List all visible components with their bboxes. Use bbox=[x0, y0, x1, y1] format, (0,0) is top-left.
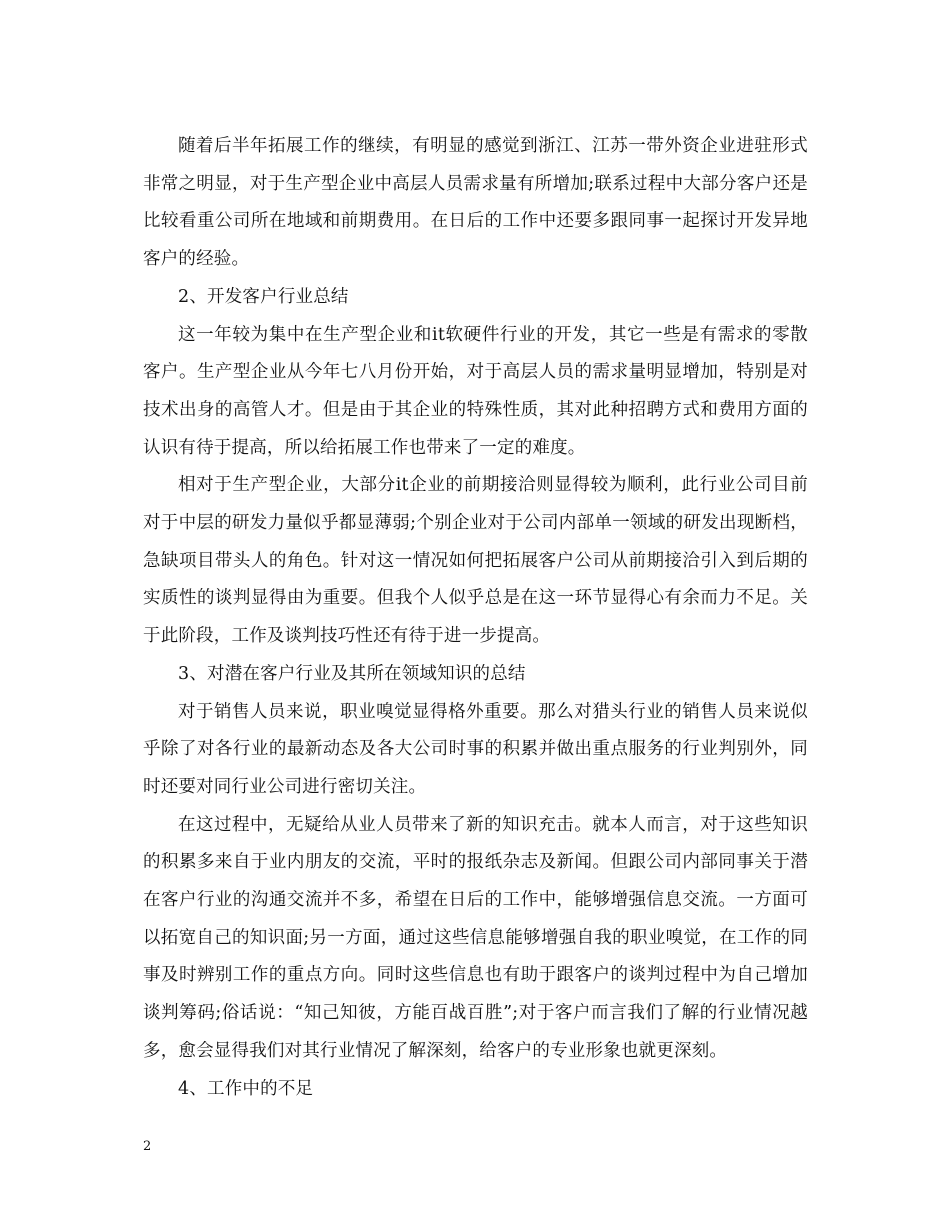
page-number: 2 bbox=[143, 1139, 152, 1154]
paragraph-expansion-observations: 随着后半年拓展工作的继续，有明显的感觉到浙江、江苏一带外资企业进驻形式非常之明显，对于生产型企业中高层人员需求量有所增加;联系过程中大部分客户还是比较看重公司所在地域和前期费用。在日后的工作中还要多跟同事一起探讨开发异地客户的经验。 bbox=[143, 136, 808, 270]
paragraph-knowledge-exchange: 在这过程中，无疑给从业人员带来了新的知识充击。就本人而言，对于这些知识的积累多来自于业内朋友的交流，平时的报纸杂志及新闻。但跟公司内部同事关于潜在客户行业的沟通交流并不多，希望在日后的工作中，能够增强信息交流。一方面可以拓宽自己的知识面;另一方面，通过这些信息能够增强自我的职业嗅觉，在工作的同事及时辨别工作的重点方向。同时这些信息也有助于跟客户的谈判过程中为自己增加谈判筹码;俗话说：“知己知彼，方能百战百胜”;对于客户而言我们了解的行业情况越多，愈会显得我们对其行业情况了解深刻，给客户的专业形象也就更深刻。 bbox=[143, 814, 808, 1061]
paragraph-it-enterprises: 相对于生产型企业，大部分it企业的前期接洽则显得较为顺利，此行业公司目前对于中层的研发力量似乎都显薄弱;个别企业对于公司内部单一领域的研发出现断档，急缺项目带头人的角色。针对这一情况如何把拓展客户公司从前期接洽引入到后期的实质性的谈判显得由为重要。但我个人似乎总是在这一环节显得心有余而力不足。关于此阶段，工作及谈判技巧性还有待于进一步提高。 bbox=[143, 475, 808, 647]
document-body bbox=[143, 128, 808, 1108]
paragraph-industry-focus: 这一年较为集中在生产型企业和it软硬件行业的开发，其它一些是有需求的零散客户。生产型企业从今年七八月份开始，对于高层人员的需求量明显增加，特别是对技术出身的高管人才。但是由于其企业的特殊性质，其对此种招聘方式和费用方面的认识有待于提高，所以给拓展工作也带来了一定的难度。 bbox=[143, 324, 808, 458]
section-heading-potential-client-knowledge: 3、对潜在客户行业及其所在领域知识的总结 bbox=[178, 663, 526, 684]
section-heading-client-industry-summary: 2、开发客户行业总结 bbox=[178, 286, 349, 307]
paragraph-sales-instinct: 对于销售人员来说，职业嗅觉显得格外重要。那么对猎头行业的销售人员来说似乎除了对各行业的最新动态及各大公司时事的积累并做出重点服务的行业判别外，同时还要对同行业公司进行密切关注。 bbox=[143, 701, 808, 797]
section-heading-shortcomings: 4、工作中的不足 bbox=[178, 1078, 314, 1099]
